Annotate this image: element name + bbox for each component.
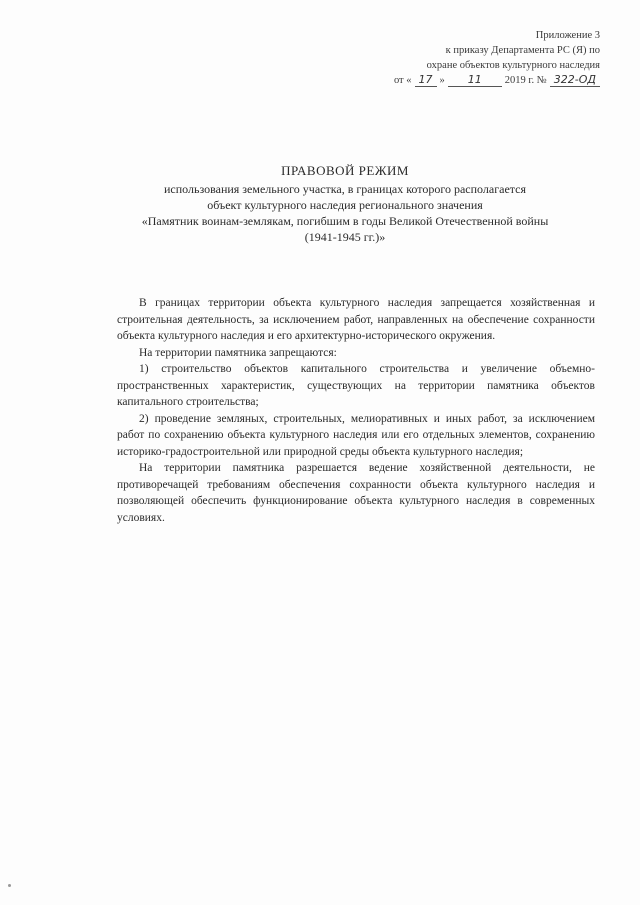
appendix-label: Приложение 3	[535, 30, 600, 41]
title-line-2: объект культурного наследия регионального значения	[207, 198, 483, 212]
department-name: охране объектов культурного наследия	[426, 60, 600, 71]
document-body	[117, 295, 595, 526]
title-line-1: использования земельного участка, в границах которого располагается	[163, 182, 527, 196]
paragraph-permission: На территории памятника разрешается ведение хозяйственной деятельности, не противоречащей требованиям обеспечения сохранности объекта культурного наследия и позволяющей обеспечить функционирование объекта культурного наследия в современных условиях.	[117, 462, 595, 524]
paragraph-prohibition: В границах территории объекта культурного наследия запрещается хозяйственная и строительная деятельность, за исключением работ, направленных на обеспечение сохранности объекта культурного наследия и его архитектурно-исторического окружения.	[117, 297, 595, 342]
date-year: 2019 г. №	[504, 75, 547, 86]
order-number: 322-ОД	[550, 74, 600, 87]
scan-artifact	[8, 884, 11, 887]
title-line-4: (1941-1945 гг.)»	[304, 230, 386, 244]
date-mid: »	[439, 75, 445, 86]
date-day: 17	[415, 74, 437, 87]
date-month: 11	[448, 74, 502, 87]
document-title: ПРАВОВОЙ РЕЖИМ	[281, 163, 409, 178]
title-line-3: «Памятник воинам-землякам, погибшим в годы Великой Отечественной войны	[141, 214, 549, 228]
paragraph-prohibited-list-intro: На территории памятника запрещаются:	[139, 346, 337, 359]
order-reference: к приказу Департамента РС (Я) по	[445, 45, 600, 56]
document-title-block	[100, 163, 590, 245]
date-prefix: от «	[393, 75, 412, 86]
appendix-header	[390, 28, 600, 88]
paragraph-item-1: 1) строительство объектов капитального строительства и увеличение объемно-пространственных характеристик, существующих на территории памятника объектов капитального строительства;	[117, 363, 595, 408]
order-date-line	[390, 73, 600, 88]
paragraph-item-2: 2) проведение земляных, строительных, мелиоративных и иных работ, за исключением работ по сохранению объекта культурного наследия или его отдельных элементов, сохранению историко-градостроительной или природной среды объекта культурного наследия;	[117, 412, 595, 458]
